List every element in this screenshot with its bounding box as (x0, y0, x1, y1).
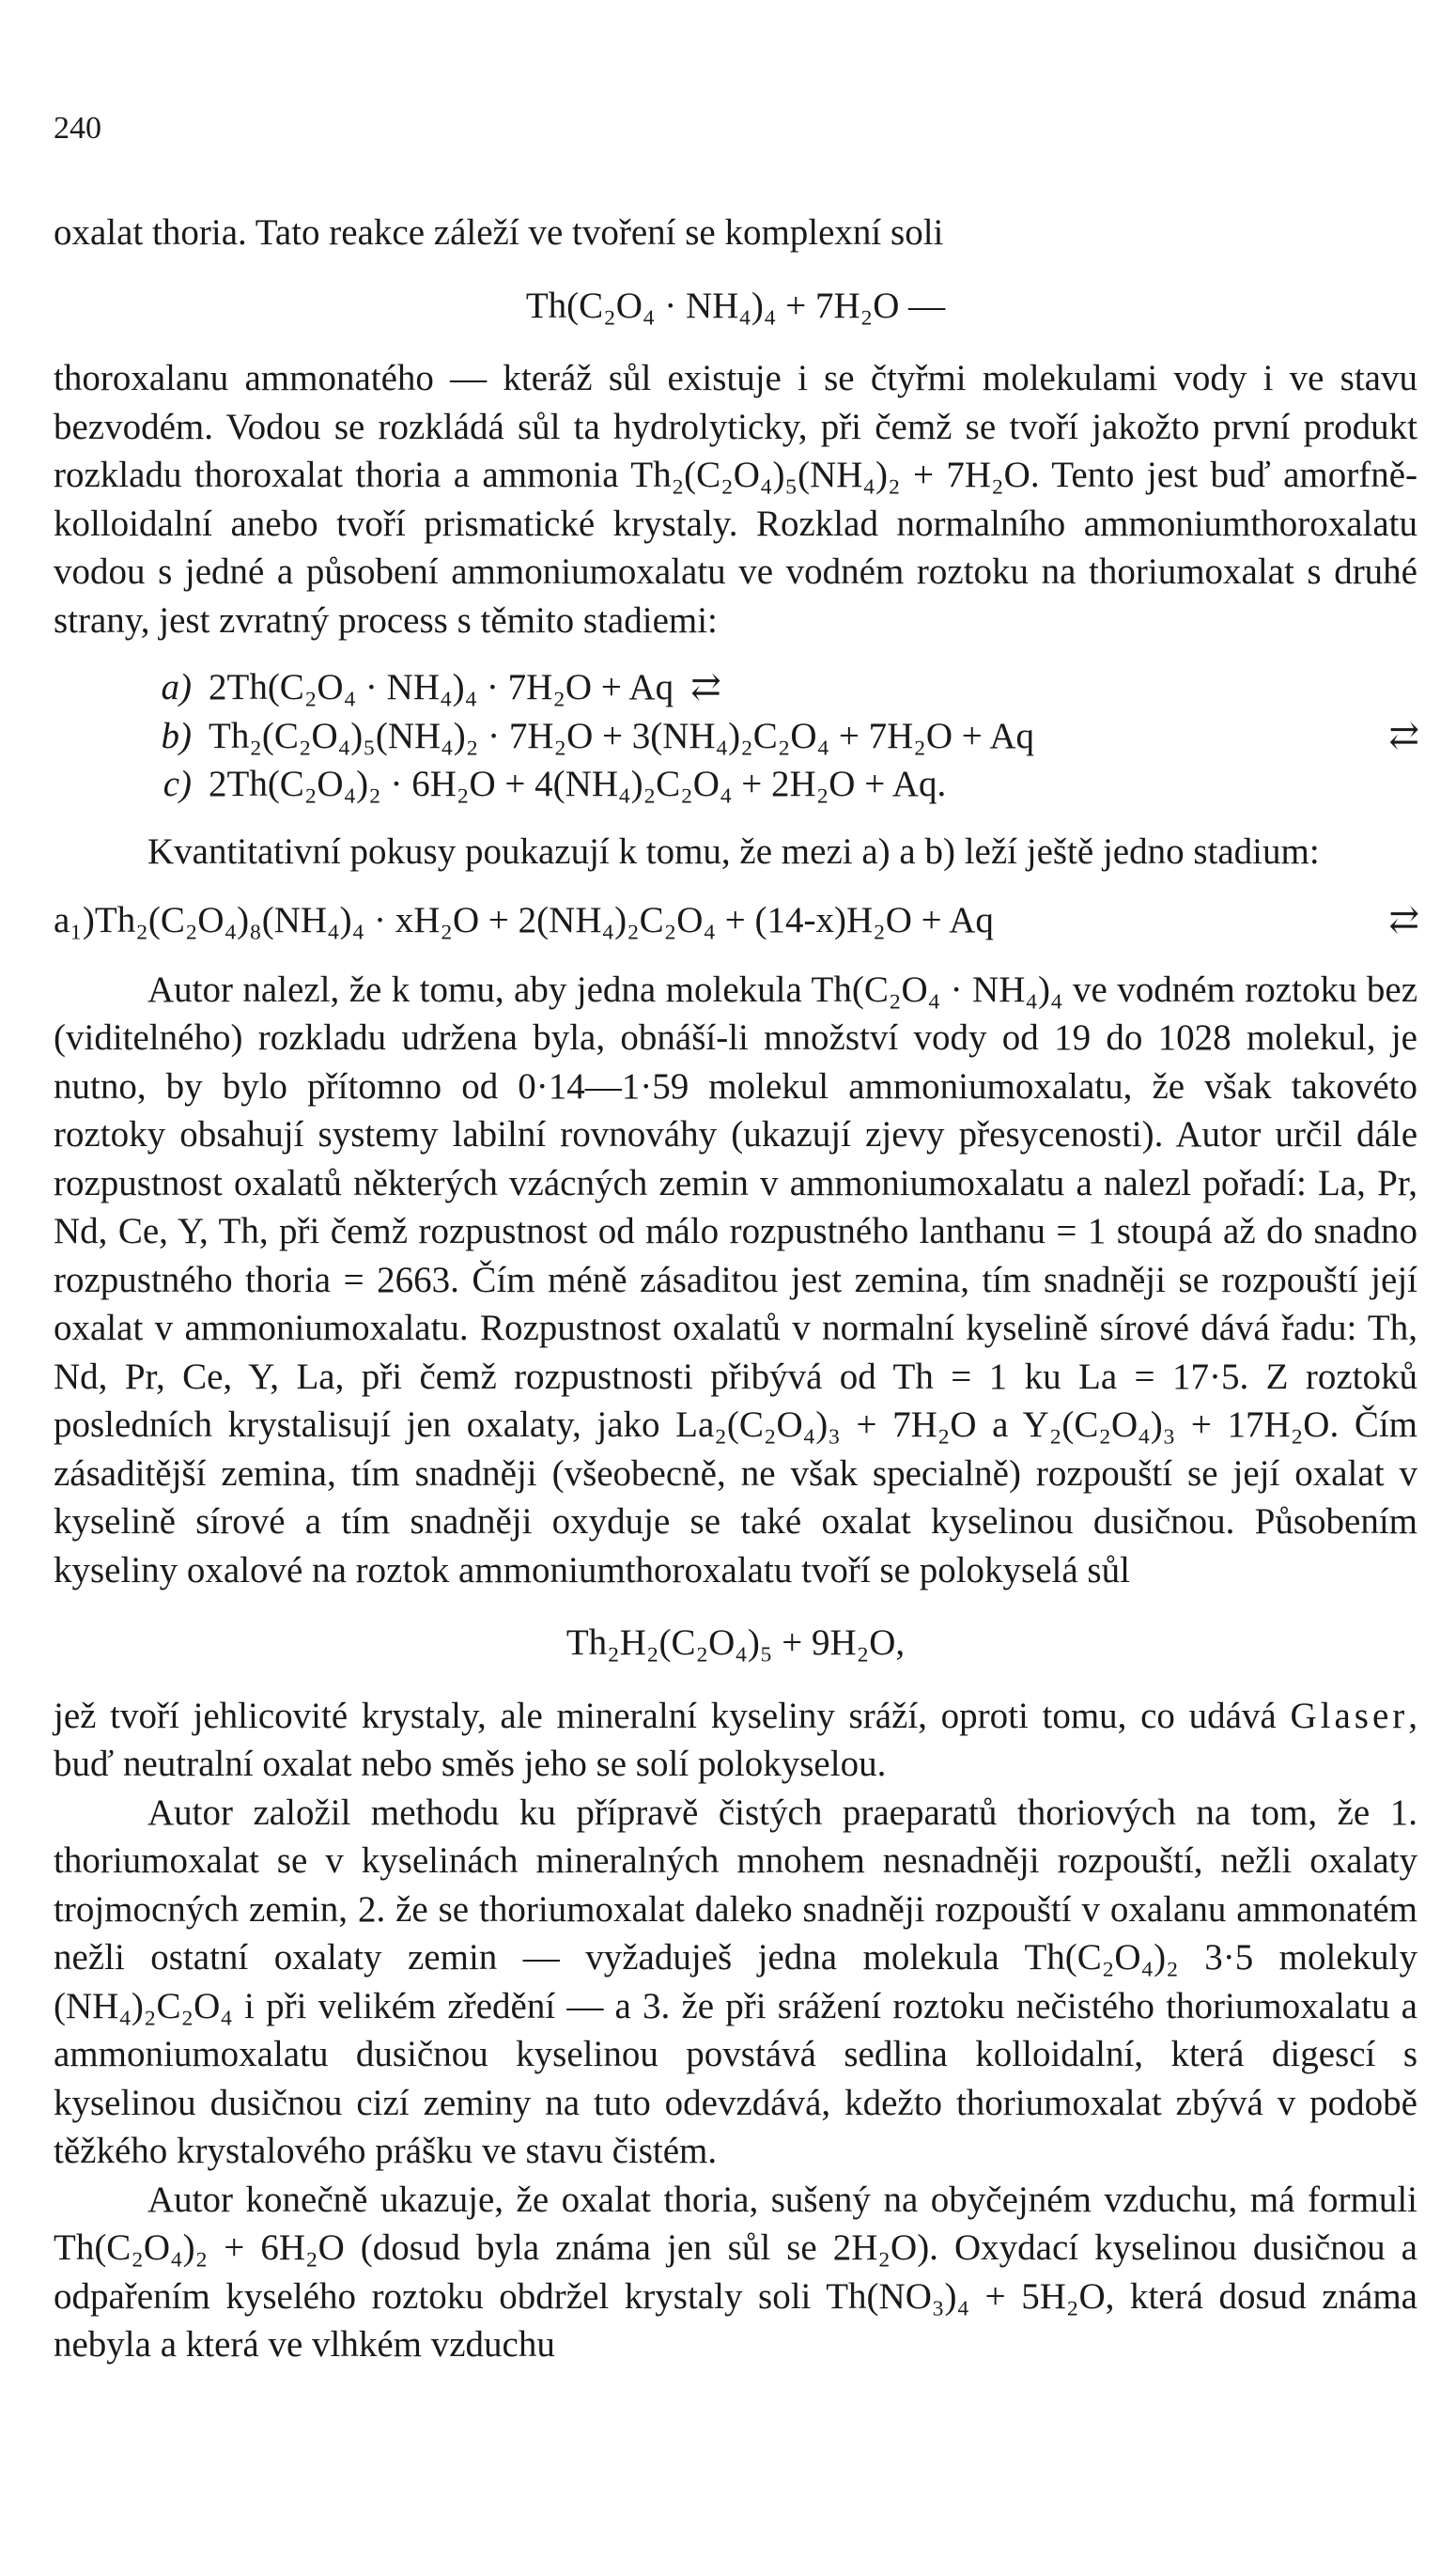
equation-stage-a1 (54, 896, 1417, 945)
equation-label: b) (161, 715, 192, 756)
paragraph-crystals (54, 1692, 1417, 1789)
equation-text: 2Th(C₂O₄ · NH₄)₄ · 7H₂O + Aq (209, 667, 674, 707)
paragraph-solubility: Autor nalezl, že k tomu, aby jedna molekula Th(C₂O₄ · NH₄)₄ ve vodném roztoku bez (viditelného) rozkladu udržena byla, obnáší-li množství vody od 19 do 1028 molekul, je nutno, by bylo přítomno od 0·14—1·59 molekul ammoniumoxalatu, že však takovéto roztoky obsahují systemy labilní rovnováhy (ukazují zjevy přesycenosti). Autor určil dále rozpustnost oxalatů některých vzácných zemin v ammoniumoxalatu a nalezl pořadí: La, Pr, Nd, Ce, Y, Th, při čemž rozpustnost od málo rozpustného lanthanu = 1 stoupá až do snadno rozpustného thoria = 2663. Čím méně zásaditou jest zemina, tím snadněji se rozpouští její oxalat v ammoniumoxalatu. Rozpustnost oxalatů v normalní kyselině sírové dává řadu: Th, Nd, Pr, Ce, Y, La, při čemž rozpustnosti přibývá od Th = 1 ku La = 17·5. Z roztoků posledních krystalisují jen oxalaty, jako La₂(C₂O₄)₃ + 7H₂O a Y₂(C₂O₄)₃ + 17H₂O. Čím zásaditější zemina, tím snadněji (všeobecně, ne však specialně) rozpouští se její oxalat v kyselině sírové a tím snadněji oxyduje se také oxalat kyselinou dusičnou. Působením kyseliny oxalové na roztok ammoniumthoroxalatu tvoří se polokyselá sůl (54, 969, 1417, 1590)
body-text (54, 209, 1417, 2369)
reversible-arrow-icon: ⇄ (690, 667, 720, 707)
paragraph-intermediate-stage: Kvantitativní pokusy poukazují k tomu, že mezi a) a b) leží ještě jedno stadium: (147, 830, 1320, 872)
equation-label: c) (163, 764, 192, 804)
paragraph-intro: oxalat thoria. Tato reakce záleží ve tvoření se komplexní soli (54, 212, 944, 253)
paragraph-hydrolysis: thoroxalanu ammonatého — kteráž sůl existuje i se čtyřmi molekulami vody i ve stavu bezvodém. Vodou se rozkládá sůl ta hydrolyticky, při čemž se tvoří jakožto první produkt rozkladu thoroxalat thoria a ammonia Th₂(C₂O₄)₅(NH₄)₂ + 7H₂O. Tento jest buď amorfně-kolloidalní anebo tvoří prismatické krystaly. Rozklad normalního ammoniumthoroxalatu vodou s jedné a působení ammoniumoxalatu ve vodném roztoku na thoriumoxalat s druhé strany, jest zvratný process s těmito stadiemi: (54, 358, 1417, 641)
paragraph-conclusion: Autor konečně ukazuje, že oxalat thoria, sušený na obyčejném vzduchu, má formuli Th(C₂O₄)₂ + 6H₂O (dosud byla známa jen sůl se 2H₂O). Oxydací kyselinou dusičnou a odpařením kyselého roztoku obdržel krystaly soli Th(NO₃)₄ + 5H₂O, která dosud známa nebyla a která ve vlhkém vzduchu (54, 2179, 1417, 2365)
equation-stage-c (54, 760, 1417, 809)
equation-text: Th₂(C₂O₄)₈(NH₄)₄ · xH₂O + 2(NH₄)₂C₂O₄ + (14-x)H₂O + Aq (94, 900, 994, 940)
reversible-arrow-icon: ⇄ (1388, 900, 1417, 940)
equation-stage-b (54, 712, 1417, 761)
page-number: 240 (54, 111, 101, 146)
equation-label: a₁) (54, 900, 95, 940)
equation-stage-a (54, 663, 1417, 712)
equation-text: 2Th(C₂O₄)₂ · 6H₂O + 4(NH₄)₂C₂O₄ + 2H₂O + Aq. (209, 764, 947, 804)
formula-complex-salt: Th(C₂O₄ · NH₄)₄ + 7H₂O — (525, 285, 946, 326)
paragraph-crystals-end: , buď neutralní oxalat nebo směs jeho se solí polokyselou. (54, 1695, 1417, 1784)
equation-label: a) (161, 667, 192, 707)
reversible-arrow-icon: ⇄ (1388, 715, 1417, 756)
paragraph-crystals-text: jež tvoří jehlicovité krystaly, ale mineralní kyseliny sráží, oproti tomu, co udává (54, 1695, 1277, 1736)
paragraph-method: Autor založil methodu ku přípravě čistých praeparatů thoriových na tom, že 1. thoriumoxalat se v kyselinách mineralných mnohem nesnadněji rozpouští, nežli oxalaty trojmocných zemin, 2. že se thoriumoxalat daleko snadněji rozpouští v oxalanu ammonatém nežli ostatní oxalaty zemin — vyžaduješ jedna molekula Th(C₂O₄)₂ 3·5 molekuly (NH₄)₂C₂O₄ i při velikém zředění — a 3. že při srážení roztoku nečistého thoriumoxalatu a ammoniumoxalatu dusičnou kyselinou povstává sedlina kolloidalní, která digescí s kyselinou dusičnou cizí zeminy na tuto odevzdává, kdežto thoriumoxalat zbývá v podobě těžkého krystalového prášku ve stavu čistém. (54, 1792, 1417, 2171)
author-name-glaser: Glaser (1290, 1695, 1409, 1736)
formula-acid-salt: Th₂H₂(C₂O₄)₅ + 9H₂O, (565, 1622, 906, 1663)
equilibrium-stages (54, 663, 1417, 809)
equation-text: Th₂(C₂O₄)₅(NH₄)₂ · 7H₂O + 3(NH₄)₂C₂O₄ + 7H₂O + Aq (209, 715, 1035, 756)
